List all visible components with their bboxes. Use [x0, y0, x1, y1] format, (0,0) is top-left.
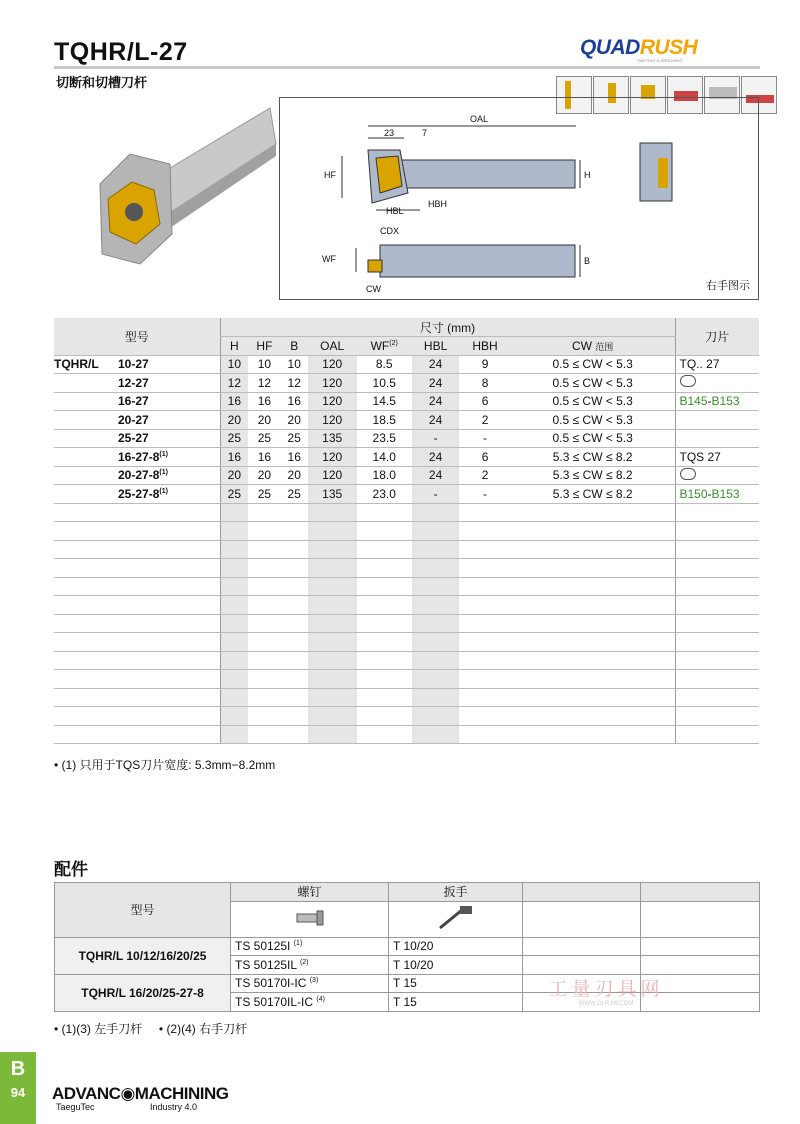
cell-hbh: 2 — [459, 466, 510, 485]
acc-wrench-3: T 15 — [389, 974, 523, 993]
dim-7: 7 — [422, 128, 428, 138]
cell-hbh — [459, 707, 510, 726]
table-row — [54, 448, 759, 467]
cell-insert: B150-B153 — [675, 485, 759, 504]
row-model: 25-27 — [54, 429, 220, 448]
cell-b: 16 — [281, 448, 308, 467]
cell-hf: 25 — [248, 429, 281, 448]
cell-cw — [511, 522, 675, 541]
cell-hbl — [412, 725, 459, 744]
cell-b — [281, 540, 308, 559]
cell-b: 20 — [281, 411, 308, 430]
cell-wf: 14.0 — [357, 448, 412, 467]
cell-oal: 135 — [308, 485, 357, 504]
cell-hbl — [412, 707, 459, 726]
cell-insert — [675, 707, 759, 726]
acc-col-empty2 — [641, 883, 760, 902]
cell-hf: 20 — [248, 466, 281, 485]
cell-oal: 120 — [308, 374, 357, 393]
col-insert: 刀片 — [675, 318, 759, 355]
wrench-icon-cell — [389, 901, 523, 937]
cell-hbh — [459, 596, 510, 615]
row-model: TQHR/L 10-27 — [54, 355, 220, 374]
row-model: 25-27-8$^{(1)}$ — [54, 485, 220, 504]
cell-wf — [357, 707, 412, 726]
cell-h: 10 — [220, 355, 248, 374]
cell-h: 25 — [220, 485, 248, 504]
col-hbl: HBL — [412, 337, 459, 356]
cell-b — [281, 614, 308, 633]
table-row — [54, 374, 759, 393]
cell-hbl: 24 — [412, 448, 459, 467]
cell-cw — [511, 651, 675, 670]
cell-hbl — [412, 596, 459, 615]
row-model — [54, 559, 220, 578]
row-model: 20-27-8$^{(1)}$ — [54, 466, 220, 485]
table-row — [54, 633, 759, 652]
title-divider — [54, 66, 760, 69]
dim-cw: CW — [366, 284, 381, 294]
cell-b: 20 — [281, 466, 308, 485]
row-model — [54, 725, 220, 744]
cell-wf: 23.5 — [357, 429, 412, 448]
acc-model-1: TQHR/L 10/12/16/20/25 — [55, 937, 231, 974]
acc-screw-4: TS 50170IL-IC $^{(4)}$ — [231, 993, 389, 1012]
table-row — [54, 559, 759, 578]
cell-oal — [308, 540, 357, 559]
cell-b — [281, 633, 308, 652]
cell-insert — [675, 614, 759, 633]
table-row — [54, 429, 759, 448]
cell-oal — [308, 707, 357, 726]
cell-b: 25 — [281, 429, 308, 448]
cell-insert — [675, 725, 759, 744]
cell-wf — [357, 577, 412, 596]
dim-hbh: HBH — [428, 199, 448, 209]
cell-hbl — [412, 670, 459, 689]
right-hand-label: 右手图示 — [706, 280, 750, 292]
row-model — [54, 522, 220, 541]
cell-cw: 0.5 ≤ CW < 5.3 — [511, 355, 675, 374]
cell-hf: 25 — [248, 485, 281, 504]
cell-oal — [308, 522, 357, 541]
cell-insert — [675, 559, 759, 578]
cell-cw — [511, 503, 675, 522]
row-model: 20-27 — [54, 411, 220, 430]
cell-hbl — [412, 540, 459, 559]
row-model: 16-27-8$^{(1)}$ — [54, 448, 220, 467]
cell-hbl — [412, 522, 459, 541]
cell-hf: 16 — [248, 448, 281, 467]
dim-h: H — [584, 170, 591, 180]
acc-col-wrench: 扳手 — [389, 883, 523, 902]
acc-wrench-4: T 15 — [389, 993, 523, 1012]
footer-industry: Industry 4.0 — [150, 1102, 198, 1112]
toolholder-image — [90, 104, 280, 274]
table-row — [54, 596, 759, 615]
cell-b — [281, 559, 308, 578]
cell-wf — [357, 540, 412, 559]
cell-hf — [248, 725, 281, 744]
screw-icon-cell — [231, 901, 389, 937]
footnote-2: • (1)(3) 左手刀杆 • (2)(4) 右手刀杆 — [54, 1022, 248, 1036]
col-wf: WF$^{(2)}$ — [357, 337, 412, 356]
insert-icon — [680, 468, 696, 480]
row-model — [54, 633, 220, 652]
cell-oal — [308, 596, 357, 615]
cell-h — [220, 522, 248, 541]
dim-cdx: CDX — [380, 226, 400, 236]
cell-hbh: - — [459, 429, 510, 448]
footnote-1: • (1) 只用于TQS刀片宽度: 5.3mm−8.2mm — [54, 758, 276, 772]
cell-hbh: 6 — [459, 392, 510, 411]
row-model — [54, 670, 220, 689]
cell-oal: 120 — [308, 448, 357, 467]
cell-oal — [308, 614, 357, 633]
dimension-drawing — [280, 98, 758, 299]
col-b: B — [281, 337, 308, 356]
cell-hbl: - — [412, 485, 459, 504]
cell-hbh — [459, 725, 510, 744]
cell-cw — [511, 725, 675, 744]
col-hbh: HBH — [459, 337, 510, 356]
cell-b — [281, 577, 308, 596]
table-row — [54, 651, 759, 670]
cell-cw — [511, 614, 675, 633]
cell-h: 16 — [220, 448, 248, 467]
table-row — [54, 411, 759, 430]
cell-hbh: - — [459, 485, 510, 504]
cell-h — [220, 707, 248, 726]
cell-h — [220, 633, 248, 652]
cell-h: 20 — [220, 411, 248, 430]
cell-wf — [357, 503, 412, 522]
cell-insert — [675, 411, 759, 430]
cell-insert — [675, 633, 759, 652]
dim-oal: OAL — [470, 114, 489, 124]
cell-cw: 5.3 ≤ CW ≤ 8.2 — [511, 466, 675, 485]
cell-hbh — [459, 633, 510, 652]
cell-cw — [511, 577, 675, 596]
col-h: H — [220, 337, 248, 356]
cell-hbh: 8 — [459, 374, 510, 393]
page-title: TQHR/L-27 — [54, 38, 188, 66]
cell-b — [281, 725, 308, 744]
row-model — [54, 688, 220, 707]
cell-cw: 5.3 ≤ CW ≤ 8.2 — [511, 448, 675, 467]
cell-hbh — [459, 559, 510, 578]
cell-b: 16 — [281, 392, 308, 411]
dim-b: B — [584, 256, 591, 266]
cell-h — [220, 503, 248, 522]
cell-h: 20 — [220, 466, 248, 485]
cell-wf — [357, 688, 412, 707]
cell-b — [281, 651, 308, 670]
acc-model-2: TQHR/L 16/20/25-27-8 — [55, 974, 231, 1011]
cell-hbl — [412, 614, 459, 633]
cell-hbl — [412, 651, 459, 670]
cell-insert: B145-B153 — [675, 392, 759, 411]
dim-hf: HF — [324, 170, 336, 180]
table-row — [54, 725, 759, 744]
cell-cw: 0.5 ≤ CW < 5.3 — [511, 429, 675, 448]
cell-insert: TQ.. 27 — [675, 355, 759, 374]
cell-hbh: 2 — [459, 411, 510, 430]
cell-hbh — [459, 540, 510, 559]
footer-brand: ADVANC◉MACHINING — [52, 1084, 229, 1103]
row-model — [54, 540, 220, 559]
screw-icon — [293, 906, 327, 930]
cell-oal — [308, 670, 357, 689]
cell-hbl — [412, 559, 459, 578]
spec-table — [54, 318, 759, 744]
cell-wf — [357, 559, 412, 578]
cell-oal: 120 — [308, 392, 357, 411]
cell-wf — [357, 522, 412, 541]
cell-h — [220, 559, 248, 578]
accessories-title: 配件 — [54, 860, 88, 879]
cell-wf: 14.5 — [357, 392, 412, 411]
dim-wf: WF — [322, 254, 336, 264]
dim-23: 23 — [384, 128, 395, 138]
table-row — [54, 577, 759, 596]
cell-hbl: - — [412, 429, 459, 448]
col-dims: 尺寸 (mm) — [220, 318, 675, 337]
cell-b — [281, 503, 308, 522]
cell-hbl: 24 — [412, 466, 459, 485]
row-model — [54, 596, 220, 615]
cell-cw: 5.3 ≤ CW ≤ 8.2 — [511, 485, 675, 504]
dim-hbl: HBL — [386, 206, 404, 216]
cell-h: 25 — [220, 429, 248, 448]
cell-hf — [248, 651, 281, 670]
cell-cw: 0.5 ≤ CW < 5.3 — [511, 374, 675, 393]
cell-b: 10 — [281, 355, 308, 374]
cell-oal — [308, 651, 357, 670]
cell-insert — [675, 651, 759, 670]
cell-oal — [308, 725, 357, 744]
footer-taegutec: TaeguTec — [56, 1102, 95, 1112]
acc-col-model: 型号 — [55, 883, 231, 938]
cell-oal: 120 — [308, 466, 357, 485]
cell-oal — [308, 688, 357, 707]
cell-oal: 135 — [308, 429, 357, 448]
cell-hbh — [459, 522, 510, 541]
insert-icon — [680, 375, 696, 387]
cell-h — [220, 670, 248, 689]
cell-wf — [357, 596, 412, 615]
cell-hf — [248, 522, 281, 541]
cell-hbl: 24 — [412, 411, 459, 430]
cell-b — [281, 596, 308, 615]
table-row — [54, 614, 759, 633]
row-model — [54, 503, 220, 522]
cell-hf — [248, 503, 281, 522]
cell-hbl — [412, 577, 459, 596]
table-row — [54, 670, 759, 689]
table-row — [54, 355, 759, 374]
row-model — [54, 614, 220, 633]
cell-insert: TQS 27 — [675, 448, 759, 467]
cell-insert — [675, 688, 759, 707]
cell-hf — [248, 614, 281, 633]
brand-logo: QUADRUSH — [580, 36, 698, 59]
cell-b — [281, 707, 308, 726]
cell-hf — [248, 633, 281, 652]
cell-cw — [511, 559, 675, 578]
brand-tagline: PARTING & GROOVING — [638, 58, 683, 63]
cell-hf — [248, 707, 281, 726]
cell-wf: 23.0 — [357, 485, 412, 504]
table-row — [54, 688, 759, 707]
cell-b — [281, 522, 308, 541]
cell-wf: 10.5 — [357, 374, 412, 393]
col-hf: HF — [248, 337, 281, 356]
cell-h — [220, 651, 248, 670]
cell-wf — [357, 670, 412, 689]
cell-oal — [308, 577, 357, 596]
spec-table-body — [54, 355, 759, 744]
cell-wf: 8.5 — [357, 355, 412, 374]
cell-hbl — [412, 688, 459, 707]
cell-hbl — [412, 503, 459, 522]
cell-b: 12 — [281, 374, 308, 393]
cell-cw: 0.5 ≤ CW < 5.3 — [511, 411, 675, 430]
cell-cw — [511, 688, 675, 707]
cell-oal — [308, 633, 357, 652]
col-cw: CW 范围 — [511, 337, 675, 356]
cell-h — [220, 725, 248, 744]
cell-cw: 0.5 ≤ CW < 5.3 — [511, 392, 675, 411]
acc-col-empty1 — [523, 883, 641, 902]
cell-insert — [675, 503, 759, 522]
cell-oal — [308, 559, 357, 578]
cell-cw — [511, 540, 675, 559]
cell-hf — [248, 540, 281, 559]
col-oal: OAL — [308, 337, 357, 356]
cell-insert — [675, 429, 759, 448]
cell-hf: 10 — [248, 355, 281, 374]
table-row — [54, 392, 759, 411]
wrench-icon — [436, 904, 476, 932]
cell-h — [220, 540, 248, 559]
cell-hbh — [459, 577, 510, 596]
table-row — [54, 503, 759, 522]
row-model — [54, 707, 220, 726]
cell-wf — [357, 614, 412, 633]
cell-insert — [675, 374, 759, 393]
cell-h — [220, 688, 248, 707]
cell-hbl: 24 — [412, 355, 459, 374]
acc-wrench-1: T 10/20 — [389, 937, 523, 956]
cell-hf — [248, 577, 281, 596]
cell-hf: 12 — [248, 374, 281, 393]
cell-oal: 120 — [308, 355, 357, 374]
table-row — [54, 707, 759, 726]
cell-hbh: 6 — [459, 448, 510, 467]
cell-b — [281, 670, 308, 689]
cell-h — [220, 577, 248, 596]
row-model — [54, 651, 220, 670]
table-row — [54, 485, 759, 504]
acc-wrench-2: T 10/20 — [389, 956, 523, 975]
cell-wf — [357, 651, 412, 670]
cell-h — [220, 596, 248, 615]
page-number: 94 — [10, 1085, 26, 1100]
cell-hbh: 9 — [459, 355, 510, 374]
cell-hf — [248, 670, 281, 689]
cell-wf — [357, 633, 412, 652]
acc-screw-3: TS 50170I-IC $^{(3)}$ — [231, 974, 389, 993]
cell-insert — [675, 466, 759, 485]
table-row — [54, 540, 759, 559]
cell-wf — [357, 725, 412, 744]
cell-wf: 18.5 — [357, 411, 412, 430]
cell-insert — [675, 522, 759, 541]
table-row — [54, 522, 759, 541]
cell-insert — [675, 670, 759, 689]
cell-h — [220, 614, 248, 633]
cell-hbh — [459, 670, 510, 689]
dimension-diagram — [279, 97, 759, 300]
row-model: 16-27 — [54, 392, 220, 411]
cell-hf — [248, 559, 281, 578]
cell-hbl: 24 — [412, 392, 459, 411]
cell-hbh — [459, 651, 510, 670]
cell-h: 16 — [220, 392, 248, 411]
cell-hbh — [459, 688, 510, 707]
table-row — [54, 466, 759, 485]
acc-screw-2: TS 50125IL $^{(2)}$ — [231, 956, 389, 975]
cell-oal: 120 — [308, 411, 357, 430]
acc-col-screw: 螺钉 — [231, 883, 389, 902]
watermark: 工量刃具网 WWW.GLRJW.COM — [548, 979, 664, 1007]
cell-hf — [248, 596, 281, 615]
cell-oal — [308, 503, 357, 522]
cell-hbl — [412, 633, 459, 652]
cell-hbh — [459, 503, 510, 522]
cell-hf — [248, 688, 281, 707]
cell-insert — [675, 540, 759, 559]
cell-hf: 20 — [248, 411, 281, 430]
cell-hbh — [459, 614, 510, 633]
col-model: 型号 — [54, 318, 220, 355]
cell-hf: 16 — [248, 392, 281, 411]
page-subtitle: 切断和切槽刀杆 — [56, 75, 148, 90]
row-model: 12-27 — [54, 374, 220, 393]
cell-b: 25 — [281, 485, 308, 504]
cell-cw — [511, 707, 675, 726]
cell-insert — [675, 596, 759, 615]
cell-b — [281, 688, 308, 707]
cell-cw — [511, 670, 675, 689]
cell-wf: 18.0 — [357, 466, 412, 485]
cell-insert — [675, 577, 759, 596]
row-model — [54, 577, 220, 596]
cell-cw — [511, 633, 675, 652]
acc-screw-1: TS 50125I $^{(1)}$ — [231, 937, 389, 956]
page-tab: B 94 — [0, 1052, 36, 1124]
cell-hbl: 24 — [412, 374, 459, 393]
cell-h: 12 — [220, 374, 248, 393]
cell-cw — [511, 596, 675, 615]
